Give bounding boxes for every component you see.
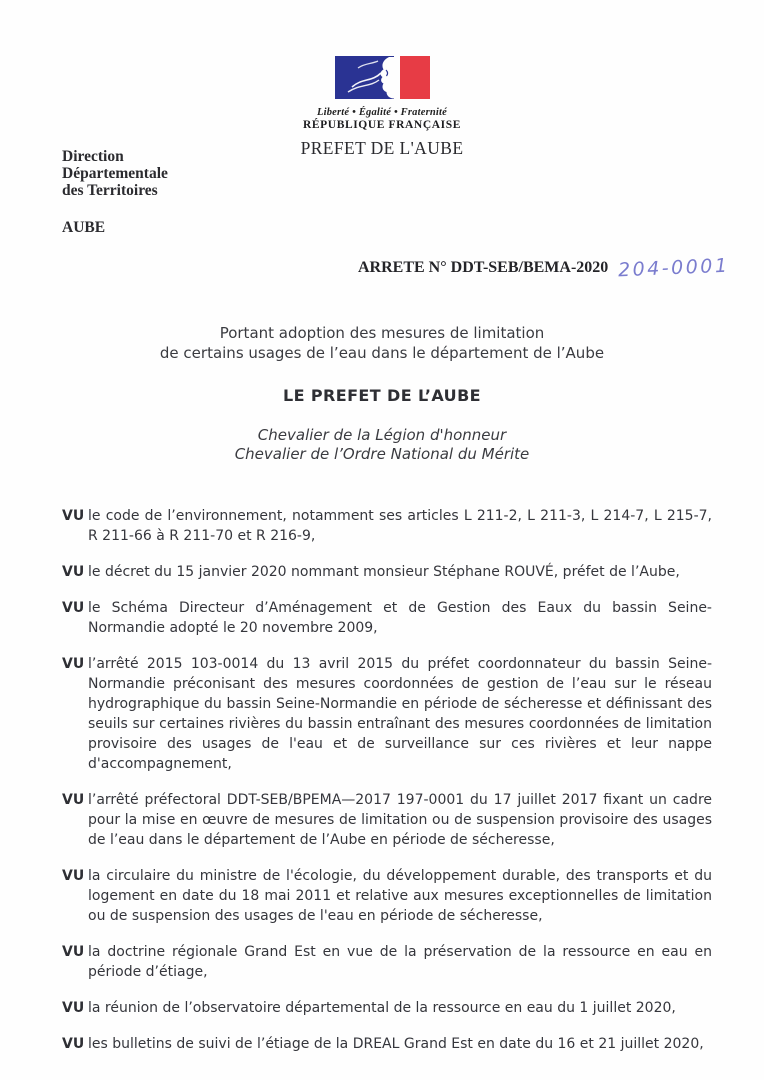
vu-text: le décret du 15 janvier 2020 nommant monsieur Stéphane ROUVÉ, préfet de l’Aube,: [88, 564, 680, 580]
honors-block: [0, 426, 764, 464]
subject-line-2: de certains usages de l’eau dans le département de l’Aube: [159, 344, 605, 362]
vu-item-4: [62, 654, 712, 774]
logo-republic-label: RÉPUBLIQUE FRANÇAISE: [302, 119, 461, 131]
arrete-title-row: [358, 254, 764, 282]
vu-text: le code de l’environnement, notamment ses articles L 211-2, L 211-3, L 214-7, L 215-7, R 211-66 à R 211-70 et R 216-9,: [88, 508, 712, 544]
vu-label: VU: [62, 944, 85, 960]
honor-line-2: Chevalier de l’Ordre National du Mérite: [234, 445, 530, 463]
marianne-flag-logo-icon: [334, 56, 431, 100]
vu-label: VU: [62, 564, 85, 580]
direction-line-1: Direction: [62, 148, 124, 165]
vu-item-7: [62, 942, 712, 982]
vu-label: VU: [62, 600, 85, 616]
direction-block: [62, 148, 168, 236]
vu-label: VU: [62, 1036, 85, 1052]
honor-line-1: Chevalier de la Légion d'honneur: [257, 426, 507, 444]
vu-label: VU: [62, 868, 85, 884]
vu-item-8: [62, 998, 712, 1018]
prefet-title: PREFET DE L'AUBE: [300, 138, 464, 158]
vu-label: VU: [62, 1000, 85, 1016]
vu-text: la doctrine régionale Grand Est en vue de la préservation de la ressource en eau en période d’étiage,: [88, 944, 712, 980]
vu-item-3: [62, 598, 712, 638]
vu-item-5: [62, 790, 712, 850]
vu-text: l’arrêté 2015 103-0014 du 13 avril 2015 du préfet coordonnateur du bassin Seine-Normandie préconisant des mesures coordonnées de gestion de l’eau sur le réseau hydrographique du bassin Seine-Normandie en période de sécheresse et définissant des seuils sur certaines rivières du bassin entraînant des mesures coordonnées de limitation provisoire des usages de l'eau et de surveillance sur ces rivières et leur nappe d'accompagnement,: [88, 656, 712, 772]
direction-line-2: Départementale: [62, 165, 168, 182]
vu-label: VU: [62, 792, 85, 808]
vu-text: la réunion de l’observatoire départemental de la ressource en eau du 1 juillet 2020,: [88, 1000, 676, 1016]
vu-label: VU: [62, 656, 85, 672]
vu-text: la circulaire du ministre de l'écologie, du développement durable, des transports et du logement en date du 18 mai 2011 et relative aux mesures exceptionnelles de limitation ou de suspension des usages de l'eau en période de sécheresse,: [88, 868, 712, 924]
direction-line-3: des Territoires: [62, 182, 158, 199]
vu-list: [0, 506, 764, 1054]
vu-item-9: [62, 1034, 712, 1054]
vu-item-1: [62, 506, 712, 546]
vu-text: le Schéma Directeur d’Aménagement et de Gestion des Eaux du bassin Seine-Normandie adopté le 20 novembre 2009,: [88, 600, 712, 636]
logo-motto: Liberté • Égalité • Fraternité: [316, 107, 447, 118]
vu-text: les bulletins de suivi de l’étiage de la DREAL Grand Est en date du 16 et 21 juillet 2020,: [88, 1036, 704, 1052]
vu-item-2: [62, 562, 712, 582]
document-header: [0, 0, 764, 159]
department-label: AUBE: [62, 219, 106, 236]
vu-text: l’arrêté préfectoral DDT-SEB/BPEMA—2017 197-0001 du 17 juillet 2017 fixant un cadre pour la mise en œuvre de mesures de limitation ou de suspension provisoire des usages de l’eau dans le département de l’Aube en période de sécheresse,: [88, 792, 712, 848]
arrete-number-label: ARRETE N° DDT-SEB/BEMA-2020: [358, 259, 609, 276]
document-subject: [0, 323, 764, 363]
handwritten-arrete-number: 204-0001: [617, 254, 731, 282]
prefet-heading: LE PREFET DE L’AUBE: [283, 386, 481, 405]
subject-line-1: Portant adoption des mesures de limitation: [219, 324, 545, 342]
vu-label: VU: [62, 508, 85, 524]
vu-item-6: [62, 866, 712, 926]
